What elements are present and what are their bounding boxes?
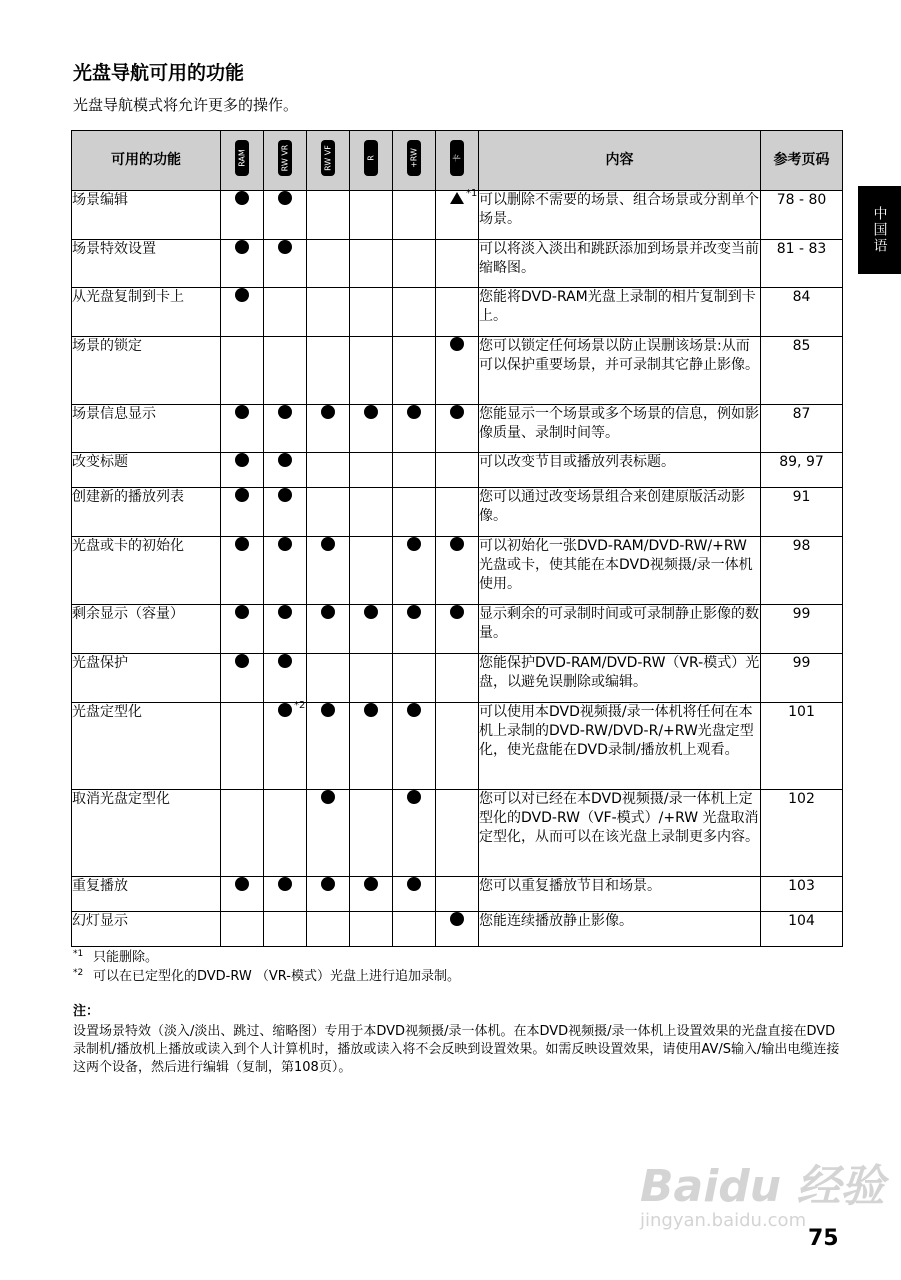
table-row — [72, 537, 843, 605]
header-media-card: 卡 — [436, 131, 479, 191]
available-dot-icon — [278, 405, 292, 419]
partial-triangle-icon — [450, 192, 464, 204]
table-row — [72, 877, 843, 912]
available-dot-icon — [364, 877, 378, 891]
table-header-row — [72, 131, 843, 191]
available-dot-icon — [407, 877, 421, 891]
media-cell — [350, 654, 393, 703]
available-dot-icon — [321, 537, 335, 551]
media-cell — [221, 488, 264, 537]
media-cell — [393, 191, 436, 240]
language-tab-label: 中国语 — [871, 206, 888, 254]
available-dot-icon — [321, 703, 335, 717]
function-description: 可以使用本DVD视频摄/录一体机将任何在本机上录制的DVD-RW/DVD-R/+RW光盘定型化，使光盘能在DVD录制/播放机上观看。 — [479, 703, 761, 790]
available-dot-icon — [278, 877, 292, 891]
media-cell — [221, 288, 264, 337]
header-media-r: R — [350, 131, 393, 191]
header-media-plus-rw: +RW — [393, 131, 436, 191]
media-cell — [221, 405, 264, 453]
media-cell — [221, 912, 264, 947]
media-cell — [307, 191, 350, 240]
media-cell — [436, 877, 479, 912]
available-dot-icon — [235, 405, 249, 419]
media-cell — [436, 453, 479, 488]
available-dot-icon — [235, 240, 249, 254]
footnote-ref: *1 — [466, 188, 478, 199]
available-dot-icon — [407, 605, 421, 619]
available-dot-icon — [235, 453, 249, 467]
function-name: 创建新的播放列表 — [72, 488, 221, 537]
table-row — [72, 405, 843, 453]
available-dot-icon — [321, 790, 335, 804]
function-name: 场景特效设置 — [72, 240, 221, 288]
media-cell — [393, 405, 436, 453]
media-cell — [393, 703, 436, 790]
page-title: 光盘导航可用的功能 — [73, 62, 245, 84]
feature-table — [71, 130, 843, 947]
media-cell — [350, 703, 393, 790]
available-dot-icon — [278, 654, 292, 668]
reference-page: 89, 97 — [761, 453, 843, 488]
media-cell — [350, 912, 393, 947]
media-cell — [221, 703, 264, 790]
available-dot-icon — [235, 877, 249, 891]
table-row — [72, 790, 843, 877]
function-description: 您能显示一个场景或多个场景的信息，例如影像质量、录制时间等。 — [479, 405, 761, 453]
media-cell — [221, 605, 264, 654]
note-text: 设置场景特效（淡入/淡出、跳过、缩略图）专用于本DVD视频摄/录一体机。在本DVD视频摄/录一体机上设置效果的光盘直接在DVD录制机/播放机上播放或读入到个人计算机时，播放或读入将不会反映到设置效果。如需反映设置效果，请使用AV/S输入/输出电缆连接这两个设备，然后进行编辑（复制，第108页）。 — [73, 1024, 840, 1075]
media-cell — [264, 240, 307, 288]
media-cell — [307, 488, 350, 537]
media-cell — [264, 488, 307, 537]
media-cell — [264, 405, 307, 453]
function-name: 从光盘复制到卡上 — [72, 288, 221, 337]
available-dot-icon — [278, 703, 292, 717]
media-cell — [436, 488, 479, 537]
media-cell — [350, 877, 393, 912]
media-cell — [350, 537, 393, 605]
media-cell — [221, 240, 264, 288]
function-description: 可以将淡入淡出和跳跃添加到场景并改变当前缩略图。 — [479, 240, 761, 288]
table-row — [72, 240, 843, 288]
function-name: 改变标题 — [72, 453, 221, 488]
available-dot-icon — [235, 537, 249, 551]
footnote-2: *2 可以在已定型化的DVD-RW （VR-模式）光盘上进行追加录制。 — [73, 968, 460, 984]
table-row — [72, 288, 843, 337]
media-cell — [307, 912, 350, 947]
available-dot-icon — [450, 337, 464, 351]
media-cell — [264, 790, 307, 877]
table-row — [72, 605, 843, 654]
media-cell — [350, 240, 393, 288]
function-description: 您可以对已经在本DVD视频摄/录一体机上定型化的DVD-RW（VF-模式）/+RW 光盘取消定型化，从而可以在该光盘上录制更多内容。 — [479, 790, 761, 877]
page-number: 75 — [808, 1226, 839, 1251]
function-name: 光盘保护 — [72, 654, 221, 703]
media-cell — [436, 654, 479, 703]
header-content: 内容 — [479, 131, 761, 191]
media-cell — [436, 790, 479, 877]
media-cell — [264, 337, 307, 405]
media-cell — [307, 337, 350, 405]
note-section — [73, 1003, 843, 1077]
available-dot-icon — [278, 191, 292, 205]
media-cell — [393, 654, 436, 703]
media-cell — [350, 337, 393, 405]
language-tab — [858, 186, 901, 274]
media-cell — [307, 703, 350, 790]
reference-page: 91 — [761, 488, 843, 537]
media-cell — [436, 537, 479, 605]
media-cell — [264, 912, 307, 947]
media-cell — [393, 605, 436, 654]
function-name: 幻灯显示 — [72, 912, 221, 947]
table-row — [72, 912, 843, 947]
function-name: 场景信息显示 — [72, 405, 221, 453]
available-dot-icon — [278, 605, 292, 619]
available-dot-icon — [407, 703, 421, 717]
reference-page: 87 — [761, 405, 843, 453]
function-name: 取消光盘定型化 — [72, 790, 221, 877]
function-description: 可以初始化一张DVD-RAM/DVD-RW/+RW光盘或卡，使其能在本DVD视频摄/录一体机使用。 — [479, 537, 761, 605]
table-row — [72, 654, 843, 703]
available-dot-icon — [321, 605, 335, 619]
function-description: 您能保护DVD-RAM/DVD-RW（VR-模式）光盘，以避免误删除或编辑。 — [479, 654, 761, 703]
function-description: 您可以锁定任何场景以防止误删该场景:从而可以保护重要场景，并可录制其它静止影像。 — [479, 337, 761, 405]
media-cell — [307, 288, 350, 337]
function-name: 场景的锁定 — [72, 337, 221, 405]
media-cell — [393, 288, 436, 337]
function-description: 可以删除不需要的场景、组合场景或分割单个场景。 — [479, 191, 761, 240]
media-cell — [393, 337, 436, 405]
media-cell — [264, 537, 307, 605]
note-heading: 注： — [73, 1004, 100, 1019]
function-description: 可以改变节目或播放列表标题。 — [479, 453, 761, 488]
reference-page: 99 — [761, 605, 843, 654]
header-function: 可用的功能 — [72, 131, 221, 191]
function-description: 您能将DVD-RAM光盘上录制的相片复制到卡上。 — [479, 288, 761, 337]
media-cell — [264, 605, 307, 654]
media-cell — [350, 191, 393, 240]
media-cell — [436, 337, 479, 405]
media-cell — [307, 453, 350, 488]
page-subtitle: 光盘导航模式将允许更多的操作。 — [73, 96, 299, 114]
reference-page: 103 — [761, 877, 843, 912]
available-dot-icon — [235, 288, 249, 302]
available-dot-icon — [235, 605, 249, 619]
header-page: 参考页码 — [761, 131, 843, 191]
media-cell — [393, 790, 436, 877]
available-dot-icon — [321, 877, 335, 891]
reference-page: 84 — [761, 288, 843, 337]
media-cell — [221, 337, 264, 405]
reference-page: 98 — [761, 537, 843, 605]
available-dot-icon — [450, 605, 464, 619]
media-cell — [307, 605, 350, 654]
available-dot-icon — [364, 703, 378, 717]
footnote-ref: *2 — [294, 700, 306, 711]
media-cell — [221, 191, 264, 240]
media-cell — [307, 877, 350, 912]
media-cell — [393, 912, 436, 947]
available-dot-icon — [321, 405, 335, 419]
media-cell — [221, 877, 264, 912]
function-name: 重复播放 — [72, 877, 221, 912]
available-dot-icon — [407, 405, 421, 419]
media-cell — [307, 790, 350, 877]
function-description: 您可以重复播放节目和场景。 — [479, 877, 761, 912]
table-row — [72, 337, 843, 405]
media-cell — [436, 288, 479, 337]
watermark-logo: Baidu 经验 jingyan.baidu.com — [640, 1161, 885, 1231]
media-cell — [393, 877, 436, 912]
function-name: 光盘定型化 — [72, 703, 221, 790]
media-cell — [350, 605, 393, 654]
reference-page: 78 - 80 — [761, 191, 843, 240]
reference-page: 85 — [761, 337, 843, 405]
header-media-rw-vf: RW VF — [307, 131, 350, 191]
media-cell — [393, 240, 436, 288]
media-cell — [221, 537, 264, 605]
table-row — [72, 703, 843, 790]
media-cell — [264, 453, 307, 488]
available-dot-icon — [235, 654, 249, 668]
media-cell — [436, 912, 479, 947]
function-name: 光盘或卡的初始化 — [72, 537, 221, 605]
media-cell — [436, 405, 479, 453]
reference-page: 99 — [761, 654, 843, 703]
function-name: 场景编辑 — [72, 191, 221, 240]
media-cell — [350, 405, 393, 453]
reference-page: 81 - 83 — [761, 240, 843, 288]
available-dot-icon — [407, 790, 421, 804]
available-dot-icon — [364, 605, 378, 619]
media-cell — [221, 654, 264, 703]
media-cell — [350, 453, 393, 488]
available-dot-icon — [278, 537, 292, 551]
media-cell — [436, 605, 479, 654]
available-dot-icon — [278, 240, 292, 254]
function-description: 显示剩余的可录制时间或可录制静止影像的数量。 — [479, 605, 761, 654]
footnotes — [73, 948, 460, 986]
function-name: 剩余显示（容量） — [72, 605, 221, 654]
media-cell — [393, 453, 436, 488]
function-description: 您可以通过改变场景组合来创建原版活动影像。 — [479, 488, 761, 537]
media-cell — [307, 654, 350, 703]
reference-page: 101 — [761, 703, 843, 790]
footnote-1: *1 只能删除。 — [73, 949, 159, 965]
media-cell — [350, 488, 393, 537]
media-cell — [264, 877, 307, 912]
media-cell — [264, 191, 307, 240]
media-cell — [221, 453, 264, 488]
media-cell — [307, 537, 350, 605]
header-media-rw-vr: RW VR — [264, 131, 307, 191]
media-cell — [436, 703, 479, 790]
available-dot-icon — [278, 488, 292, 502]
media-cell — [436, 188, 479, 240]
media-cell — [393, 488, 436, 537]
media-cell — [307, 405, 350, 453]
media-cell — [393, 537, 436, 605]
reference-page: 104 — [761, 912, 843, 947]
media-cell — [307, 240, 350, 288]
reference-page: 102 — [761, 790, 843, 877]
media-cell — [436, 240, 479, 288]
available-dot-icon — [450, 912, 464, 926]
media-cell — [350, 288, 393, 337]
available-dot-icon — [407, 537, 421, 551]
available-dot-icon — [364, 405, 378, 419]
available-dot-icon — [450, 537, 464, 551]
media-cell — [221, 790, 264, 877]
available-dot-icon — [278, 453, 292, 467]
header-media-ram: RAM — [221, 131, 264, 191]
available-dot-icon — [450, 405, 464, 419]
table-row — [72, 488, 843, 537]
table-row — [72, 453, 843, 488]
media-cell — [264, 700, 307, 790]
media-cell — [264, 288, 307, 337]
available-dot-icon — [235, 488, 249, 502]
available-dot-icon — [235, 191, 249, 205]
table-row — [72, 191, 843, 240]
media-cell — [350, 790, 393, 877]
function-description: 您能连续播放静止影像。 — [479, 912, 761, 947]
